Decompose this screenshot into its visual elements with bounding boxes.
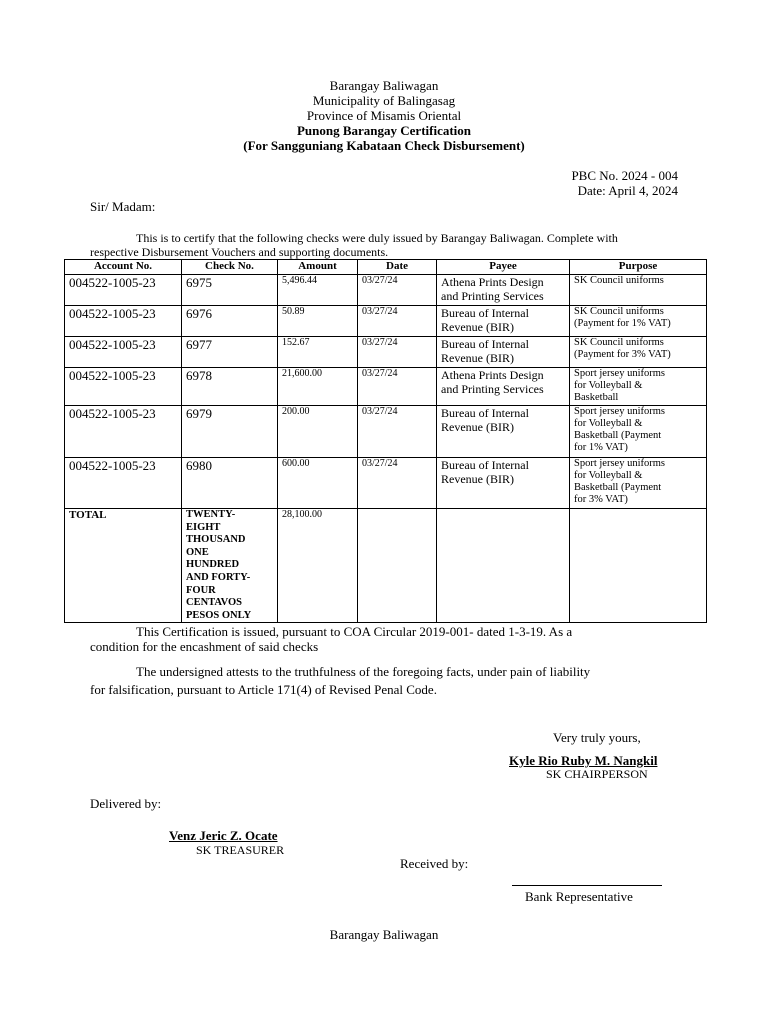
table-header-row [65,260,707,275]
received-by-label: Received by: [400,856,469,871]
header-province: Province of Misamis Oriental [306,108,462,123]
certification-date: Date: April 4, 2024 [577,183,678,198]
check-cell: 6975 [182,275,278,306]
col-header-check: Check No. [182,260,278,275]
date-cell: 03/27/24 [358,337,437,368]
account-cell: 004522-1005-23 [65,458,182,509]
check-cell: 6979 [182,406,278,458]
purpose-cell: SK Council uniforms (Payment for 1% VAT) [570,306,707,337]
account-cell: 004522-1005-23 [65,368,182,406]
col-header-amount: Amount [278,260,358,275]
intro-line-2: respective Disbursement Vouchers and supporting documents. [90,245,389,259]
account-cell: 004522-1005-23 [65,337,182,368]
chairperson-name: Kyle Rio Ruby M. Nangkil [509,753,658,768]
purpose-cell: Sport jersey uniforms for Volleyball & Basketball (Payment for 1% VAT) [570,406,707,458]
amount-cell: 600.00 [278,458,358,509]
total-empty-cell [437,509,570,623]
table-row [65,337,707,368]
checks-table [64,259,707,623]
check-cell: 6978 [182,368,278,406]
total-in-words: TWENTY- EIGHT THOUSAND ONE HUNDRED AND FORTY- FOUR CENTAVOS PESOS ONLY [182,509,278,623]
paragraph-2-line-1: The undersigned attests to the truthfulness of the foregoing facts, under pain of liability [136,664,591,679]
payee-cell: Bureau of Internal Revenue (BIR) [437,306,570,337]
amount-cell: 5,496.44 [278,275,358,306]
col-header-purpose: Purpose [570,260,707,275]
payee-cell: Bureau of Internal Revenue (BIR) [437,458,570,509]
date-cell: 03/27/24 [358,306,437,337]
delivered-by-label: Delivered by: [90,796,162,811]
chairperson-title: SK CHAIRPERSON [546,767,648,781]
col-header-payee: Payee [437,260,570,275]
purpose-cell: SK Council uniforms [570,275,707,306]
total-row [65,509,707,623]
header-barangay: Barangay Baliwagan [329,78,439,93]
amount-cell: 200.00 [278,406,358,458]
table-row [65,368,707,406]
account-cell: 004522-1005-23 [65,275,182,306]
table-row [65,306,707,337]
paragraph-1-line-2: condition for the encashment of said checks [90,639,319,654]
closing: Very truly yours, [553,730,641,745]
amount-cell: 152.67 [278,337,358,368]
account-cell: 004522-1005-23 [65,406,182,458]
total-label: TOTAL [65,509,182,623]
pbc-number: PBC No. 2024 - 004 [571,168,678,183]
total-empty-cell [570,509,707,623]
salutation: Sir/ Madam: [90,199,156,214]
treasurer-title: SK TREASURER [196,843,285,857]
table-row [65,275,707,306]
intro-line-1: This is to certify that the following checks were duly issued by Barangay Baliwagan. Complete with [136,231,618,245]
document-subtitle: (For Sangguniang Kabataan Check Disbursement) [243,138,525,153]
table-row [65,406,707,458]
col-header-date: Date [358,260,437,275]
payee-cell: Bureau of Internal Revenue (BIR) [437,406,570,458]
amount-cell: 21,600.00 [278,368,358,406]
paragraph-1-line-1: This Certification is issued, pursuant to COA Circular 2019-001- dated 1-3-19. As a [136,624,573,639]
footer-barangay: Barangay Baliwagan [329,927,439,942]
table-row [65,458,707,509]
bank-signature-line [512,885,662,886]
purpose-cell: Sport jersey uniforms for Volleyball & Basketball (Payment for 3% VAT) [570,458,707,509]
bank-representative-title: Bank Representative [525,889,633,904]
treasurer-name: Venz Jeric Z. Ocate [169,828,278,843]
date-cell: 03/27/24 [358,275,437,306]
date-cell: 03/27/24 [358,406,437,458]
payee-cell: Athena Prints Design and Printing Services [437,275,570,306]
document-title: Punong Barangay Certification [296,123,472,138]
amount-cell: 50.89 [278,306,358,337]
payee-cell: Athena Prints Design and Printing Services [437,368,570,406]
check-cell: 6976 [182,306,278,337]
account-cell: 004522-1005-23 [65,306,182,337]
date-cell: 03/27/24 [358,458,437,509]
total-amount: 28,100.00 [278,509,358,623]
paragraph-2-line-2: for falsification, pursuant to Article 171(4) of Revised Penal Code. [90,682,437,697]
purpose-cell: Sport jersey uniforms for Volleyball & Basketball [570,368,707,406]
total-empty-cell [358,509,437,623]
date-cell: 03/27/24 [358,368,437,406]
purpose-cell: SK Council uniforms (Payment for 3% VAT) [570,337,707,368]
payee-cell: Bureau of Internal Revenue (BIR) [437,337,570,368]
col-header-account: Account No. [65,260,182,275]
check-cell: 6977 [182,337,278,368]
header-municipality: Municipality of Balingasag [312,93,456,108]
check-cell: 6980 [182,458,278,509]
